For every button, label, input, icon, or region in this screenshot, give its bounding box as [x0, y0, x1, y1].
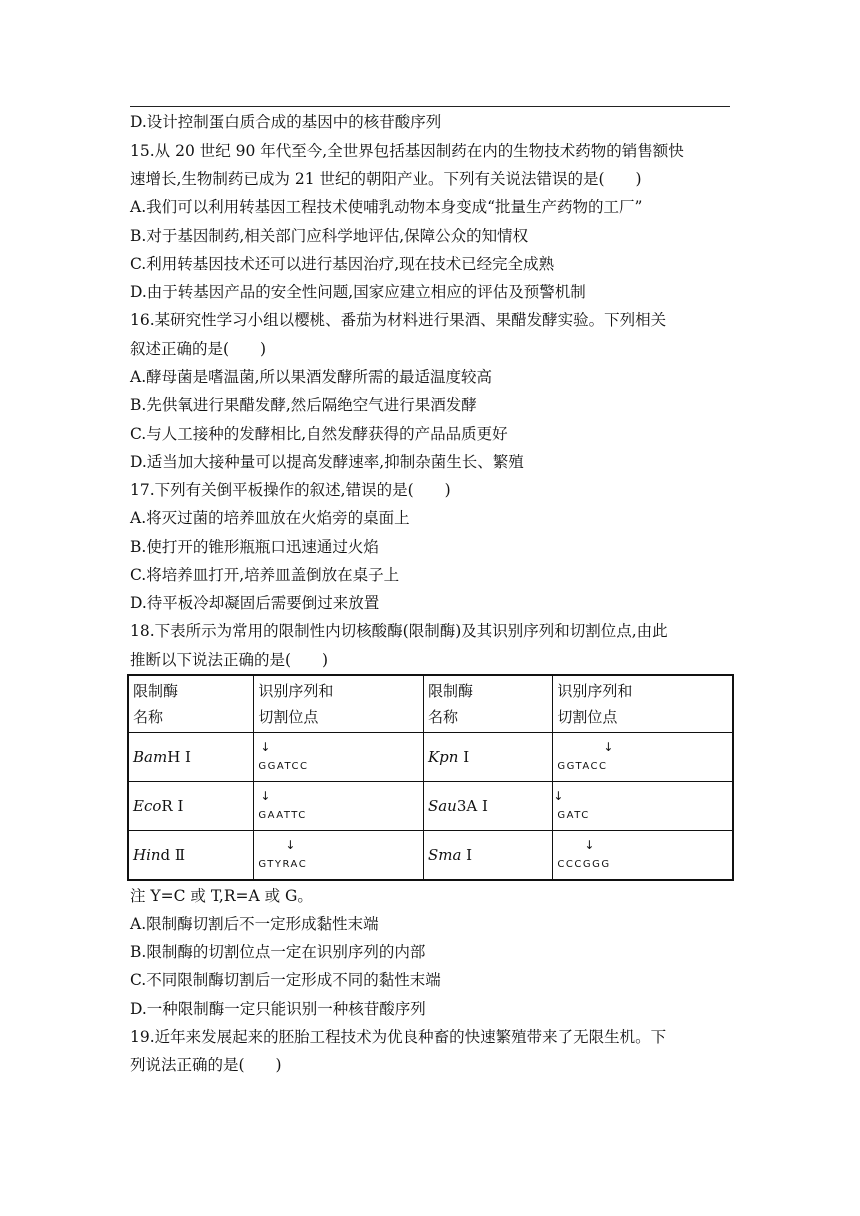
table-note: 注 Y=C 或 T,R=A 或 G。 [130, 887, 313, 905]
cut-arrow: ↓ [603, 740, 614, 754]
header-cell: 识别序列和 切割位点 [553, 675, 733, 733]
sequence-cell [553, 782, 733, 831]
text-line: 16.某研究性学习小组以樱桃、番茄为材料进行果酒、果醋发酵实验。下列相关 [130, 311, 667, 329]
text-line: D.待平板冷却凝固后需要倒过来放置 [130, 594, 380, 612]
text-line: A.酵母菌是嗜温菌,所以果酒发酵所需的最适温度较高 [130, 368, 493, 386]
text-line: 列说法正确的是( ) [130, 1056, 282, 1074]
text-line: B.使打开的锥形瓶瓶口迅速通过火焰 [130, 538, 379, 556]
text-line: D.由于转基因产品的安全性问题,国家应建立相应的评估及预警机制 [130, 283, 586, 301]
cut-arrow: ↓ [285, 838, 296, 852]
sequence-cell [553, 831, 733, 881]
sequence-cell [254, 733, 424, 782]
header-cell: 识别序列和 切割位点 [254, 675, 424, 733]
text-line: C.与人工接种的发酵相比,自然发酵获得的产品品质更好 [130, 425, 508, 443]
text-line: A.将灭过菌的培养皿放在火焰旁的桌面上 [130, 509, 410, 527]
text-line: A.我们可以利用转基因工程技术使哺乳动物本身变成“批量生产药物的工厂” [130, 198, 643, 216]
header-cell: 限制酶 名称 [128, 675, 254, 733]
text-line: 17.下列有关倒平板操作的叙述,错误的是( ) [130, 481, 451, 499]
sequence-cell [553, 733, 733, 782]
text-line: D.一种限制酶一定只能识别一种核苷酸序列 [130, 1000, 426, 1018]
text-line: 18.下表所示为常用的限制性内切核酸酶(限制酶)及其识别序列和切割位点,由此 [130, 622, 668, 640]
header-rule [130, 106, 730, 107]
recognition-sequence: GATC [557, 810, 590, 821]
recognition-sequence: GGTACC [557, 761, 608, 772]
enzyme-name: Sau3A Ⅰ [423, 782, 552, 831]
text-line: D.设计控制蛋白质合成的基因中的核苷酸序列 [130, 113, 442, 131]
enzyme-name: Kpn Ⅰ [423, 733, 552, 782]
text-line: 推断以下说法正确的是( ) [130, 651, 329, 669]
restriction-enzyme-table [127, 674, 734, 881]
recognition-sequence: GAATTC [258, 810, 307, 821]
text-line: A.限制酶切割后不一定形成黏性末端 [130, 915, 379, 933]
text-line: C.不同限制酶切割后一定形成不同的黏性末端 [130, 971, 441, 989]
cut-arrow: ↓ [553, 789, 564, 803]
text-line: 15.从 20 世纪 90 年代至今,全世界包括基因制药在内的生物技术药物的销售额快 [130, 142, 684, 160]
cut-arrow: ↓ [260, 740, 271, 754]
text-line: B.先供氧进行果醋发酵,然后隔绝空气进行果酒发酵 [130, 396, 477, 414]
text-line: B.限制酶的切割位点一定在识别序列的内部 [130, 943, 426, 961]
recognition-sequence: GGATCC [258, 761, 309, 772]
text-line: B.对于基因制药,相关部门应科学地评估,保障公众的知情权 [130, 227, 529, 245]
sequence-cell [254, 831, 424, 881]
text-line: 叙述正确的是( ) [130, 340, 267, 358]
text-line: C.利用转基因技术还可以进行基因治疗,现在技术已经完全成熟 [130, 255, 555, 273]
text-line: 19.近年来发展起来的胚胎工程技术为优良种畜的快速繁殖带来了无限生机。下 [130, 1028, 667, 1046]
text-line: C.将培养皿打开,培养皿盖倒放在桌子上 [130, 566, 400, 584]
header-cell: 限制酶 名称 [423, 675, 552, 733]
recognition-sequence: CCCGGG [557, 859, 611, 870]
enzyme-name: Sma Ⅰ [423, 831, 552, 881]
text-line: 速增长,生物制药已成为 21 世纪的朝阳产业。下列有关说法错误的是( ) [130, 170, 642, 188]
enzyme-name: Hind Ⅱ [128, 831, 254, 881]
cut-arrow: ↓ [584, 838, 595, 852]
text-line: D.适当加大接种量可以提高发酵速率,抑制杂菌生长、繁殖 [130, 453, 524, 471]
enzyme-name: EcoR Ⅰ [128, 782, 254, 831]
recognition-sequence: GTYRAC [258, 859, 308, 870]
sequence-cell [254, 782, 424, 831]
enzyme-name: BamH Ⅰ [128, 733, 254, 782]
cut-arrow: ↓ [260, 789, 271, 803]
